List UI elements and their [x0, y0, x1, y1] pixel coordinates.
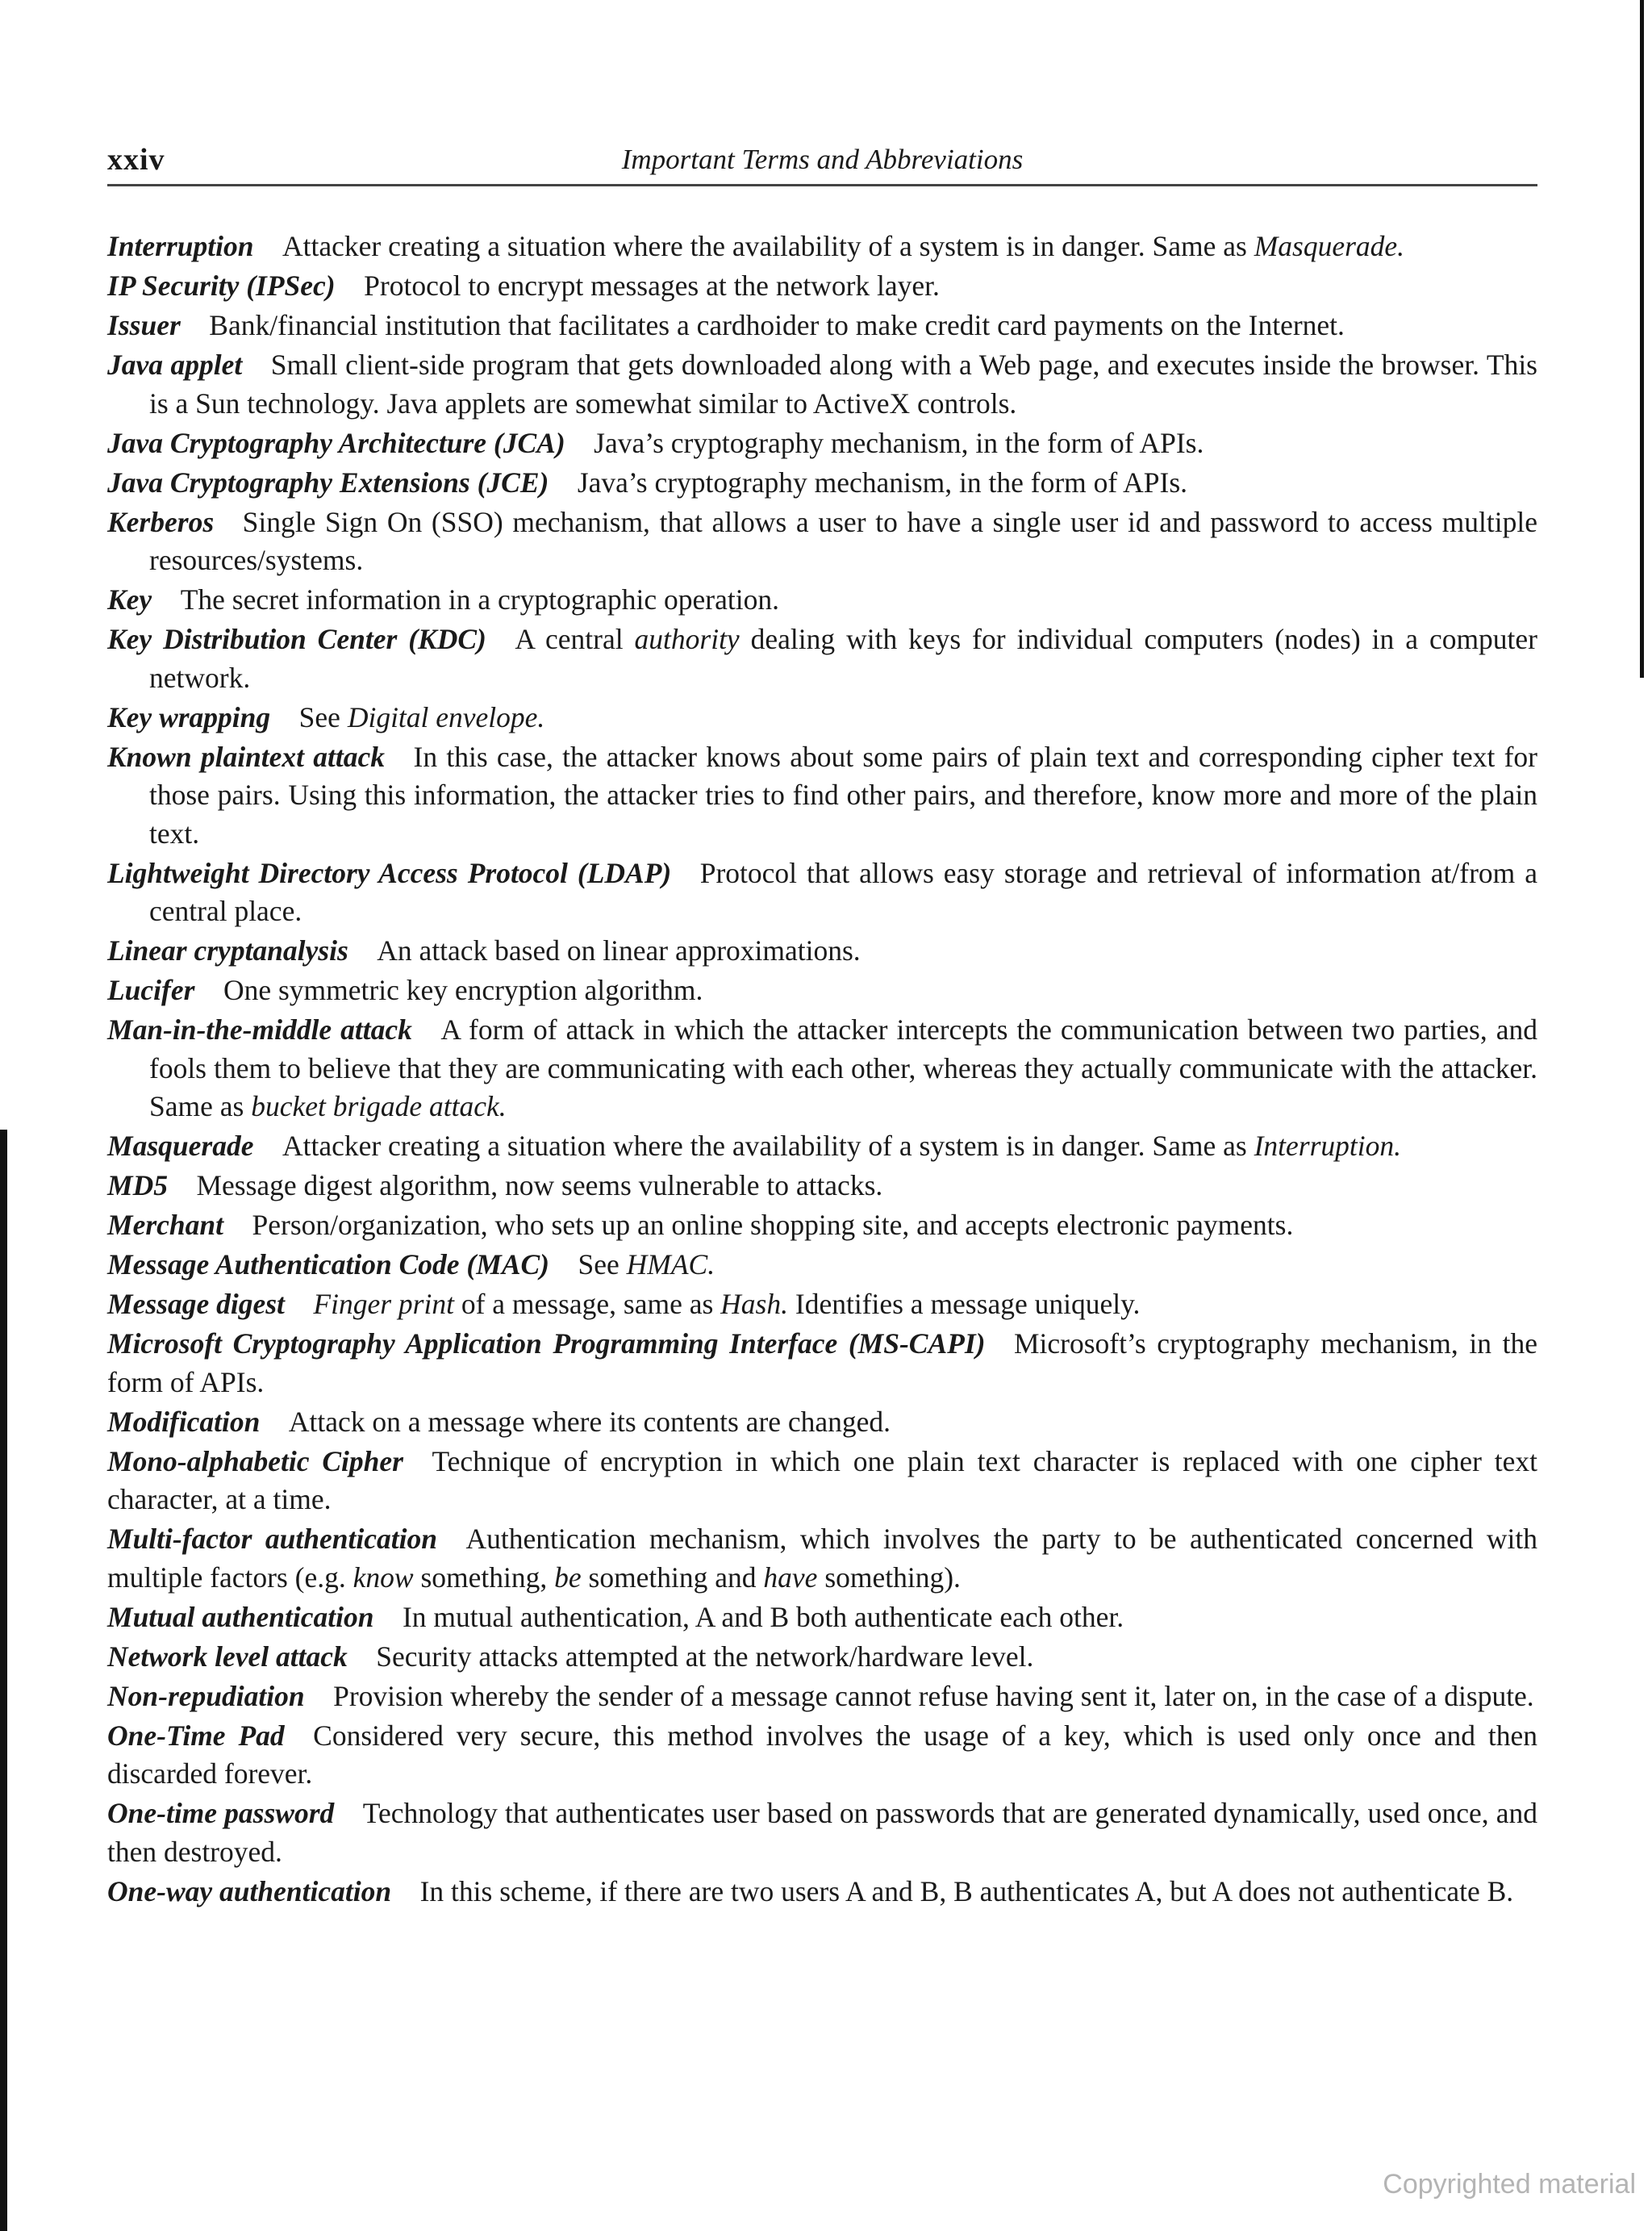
glossary-term: Man-in-the-middle attack — [107, 1013, 412, 1046]
glossary-term: IP Security (IPSec) — [107, 269, 336, 302]
glossary-term: Network level attack — [107, 1640, 348, 1673]
definition-text: Microsoft’s cryptography mechanism, in the form of APIs. — [107, 1327, 1537, 1398]
definition-text: Attacker creating a situation where the availability of a system is in danger. Same as — [282, 1130, 1254, 1162]
glossary-term: Linear cryptanalysis — [107, 934, 348, 967]
glossary-entry — [107, 1325, 1537, 1402]
glossary-entry — [107, 346, 1537, 423]
definition-text: Technique of encryption in which one plain text character is replaced with one cipher text character, at a time. — [107, 1444, 1537, 1515]
definition-text: One symmetric key encryption algorithm. — [223, 974, 703, 1006]
glossary-entry — [107, 1520, 1537, 1597]
definition-italic-text: be — [554, 1560, 582, 1594]
definition-italic-text: Finger print — [313, 1288, 454, 1320]
definition-italic-text: bucket brigade attack. — [251, 1090, 507, 1122]
scan-edge-right — [1640, 0, 1644, 678]
definition-text: Person/organization, who sets up an online shopping site, and accepts electronic payments. — [252, 1209, 1294, 1241]
definition-text: Technology that authenticates user based on passwords that are generated dynamically, used once, and then destroyed. — [107, 1797, 1537, 1868]
definition-italic-text: authority — [634, 623, 740, 655]
glossary-term: Lightweight Directory Access Protocol (LDAP) — [107, 856, 672, 889]
page-header — [107, 142, 1537, 186]
glossary-term: Known plaintext attack — [107, 740, 386, 773]
glossary-term: Kerberos — [107, 505, 215, 538]
glossary-term: MD5 — [107, 1169, 168, 1201]
definition-text: something and — [581, 1560, 764, 1594]
glossary-entry — [107, 1403, 1537, 1442]
glossary-term: Key Distribution Center (KDC) — [107, 623, 486, 655]
glossary-entry — [107, 267, 1537, 306]
glossary-entry — [107, 228, 1537, 266]
glossary-entry — [107, 738, 1537, 854]
glossary-entry — [107, 699, 1537, 737]
definition-text: Attacker creating a situation where the availability of a system is in danger. Same as — [282, 230, 1254, 262]
definition-italic-text: Hash. — [720, 1288, 788, 1320]
definition-text: Authentication mechanism, which involves the party to be authenticated concerned with multiple factors (e.g. — [107, 1523, 1538, 1594]
definition-italic-text: HMAC. — [626, 1248, 715, 1281]
definition-text: something). — [817, 1560, 961, 1594]
glossary-list — [107, 228, 1537, 1912]
glossary-entry — [107, 1443, 1537, 1519]
definition-text: See — [298, 700, 348, 733]
glossary-entry — [107, 932, 1537, 971]
glossary-entry — [107, 1011, 1537, 1126]
definition-text: A central — [515, 623, 635, 655]
definition-text: The secret information in a cryptographic operation. — [180, 583, 779, 616]
definition-text: Considered very secure, this method involves the usage of a key, which is used only once and then discarded forever. — [107, 1719, 1537, 1790]
glossary-entry — [107, 581, 1537, 620]
glossary-term: Message digest — [107, 1288, 285, 1320]
definition-text: Protocol that allows easy storage and retrieval of information at/from a central place. — [149, 856, 1537, 927]
definition-italic-text: Digital envelope. — [347, 700, 545, 733]
glossary-term: Java Cryptography Architecture (JCA) — [107, 426, 565, 459]
glossary-term: One-time password — [107, 1797, 335, 1829]
definition-text: Bank/financial institution that facilitates a cardhoider to make credit card payments on the Internet. — [209, 309, 1345, 341]
copyright-watermark: Copyrighted material — [1383, 2169, 1636, 2200]
scan-edge-left — [0, 1130, 7, 2231]
glossary-entry — [107, 1638, 1537, 1677]
definition-text: An attack based on linear approximations. — [377, 934, 861, 967]
definition-text: In mutual authentication, A and B both authenticate each other. — [402, 1600, 1124, 1633]
glossary-entry — [107, 620, 1537, 697]
definition-italic-text: know — [353, 1560, 414, 1594]
definition-text: In this scheme, if there are two users A and B, B authenticates A, but A does not authenticate B. — [419, 1874, 1514, 1907]
glossary-entry — [107, 1246, 1537, 1285]
definition-text: See — [578, 1248, 627, 1281]
glossary-entry — [107, 1206, 1537, 1245]
definition-text: Security attacks attempted at the network/hardware level. — [376, 1640, 1034, 1673]
glossary-entry — [107, 1717, 1537, 1794]
glossary-term: Java applet — [107, 349, 243, 381]
definition-text: Protocol to encrypt messages at the network layer. — [364, 269, 940, 302]
glossary-term: Masquerade — [107, 1130, 254, 1162]
definition-text: Attack on a message where its contents are changed. — [288, 1405, 891, 1438]
glossary-entry — [107, 1598, 1537, 1637]
running-title: Important Terms and Abbreviations — [621, 144, 1024, 175]
glossary-term: Multi-factor authentication — [107, 1523, 437, 1555]
definition-italic-text: have — [763, 1560, 818, 1594]
glossary-entry — [107, 424, 1537, 463]
definition-text: of a message, same as — [453, 1288, 721, 1320]
glossary-entry — [107, 1167, 1537, 1205]
page-number: xxiv — [107, 143, 165, 177]
definition-text: dealing with keys for individual computers (nodes) in a computer network. — [149, 623, 1538, 694]
glossary-entry — [107, 971, 1537, 1010]
glossary-term: Modification — [107, 1405, 261, 1438]
definition-text: Java’s cryptography mechanism, in the form of APIs. — [577, 466, 1188, 499]
glossary-term: Microsoft Cryptography Application Programming Interface (MS-CAPI) — [107, 1327, 986, 1360]
glossary-term: Merchant — [107, 1209, 223, 1241]
glossary-term: Lucifer — [107, 974, 195, 1006]
definition-text: Identifies a message uniquely. — [788, 1288, 1141, 1320]
glossary-entry — [107, 1285, 1537, 1324]
glossary-term: Key — [107, 583, 152, 616]
glossary-term: Issuer — [107, 309, 181, 341]
definition-text: Small client-side program that gets downloaded along with a Web page, and executes inside the browser. This is a Sun technology. Java applets are somewhat similar to ActiveX controls. — [149, 349, 1537, 420]
definition-text: Provision whereby the sender of a message cannot refuse having sent it, later on, in the case of a dispute. — [333, 1679, 1534, 1712]
glossary-term: Java Cryptography Extensions (JCE) — [107, 466, 549, 499]
definition-text: Java’s cryptography mechanism, in the form of APIs. — [594, 426, 1204, 459]
definition-italic-text: Interruption. — [1254, 1130, 1402, 1162]
glossary-entry — [107, 1794, 1537, 1871]
glossary-entry — [107, 1677, 1537, 1716]
glossary-term: Mono-alphabetic Cipher — [107, 1444, 403, 1477]
definition-text: something, — [413, 1560, 555, 1594]
glossary-term: Message Authentication Code (MAC) — [107, 1248, 549, 1281]
definition-text: Message digest algorithm, now seems vulnerable to attacks. — [196, 1169, 883, 1201]
definition-text: Single Sign On (SSO) mechanism, that allows a user to have a single user id and password to access multiple resources/systems. — [149, 505, 1537, 576]
glossary-term: Mutual authentication — [107, 1600, 374, 1633]
glossary-entry — [107, 1873, 1537, 1911]
glossary-term: One-Time Pad — [107, 1719, 285, 1752]
glossary-term: Key wrapping — [107, 700, 271, 733]
definition-text: A form of attack in which the attacker intercepts the communication between two parties, and fools them to believe that they are communicating with each other, whereas they actually communicate with the attacker. Same as — [149, 1013, 1538, 1122]
glossary-entry — [107, 854, 1537, 931]
definition-text: In this case, the attacker knows about some pairs of plain text and corresponding cipher text for those pairs. Using this information, the attacker tries to find other pairs, and therefore, know more and more of the plain text. — [149, 740, 1538, 850]
glossary-term: Non-repudiation — [107, 1679, 305, 1712]
glossary-entry — [107, 464, 1537, 503]
glossary-term: Interruption — [107, 230, 254, 262]
glossary-term: One-way authentication — [107, 1874, 392, 1907]
glossary-entry — [107, 1127, 1537, 1166]
definition-italic-text: Masquerade. — [1254, 230, 1405, 262]
glossary-entry — [107, 307, 1537, 345]
glossary-entry — [107, 503, 1537, 580]
